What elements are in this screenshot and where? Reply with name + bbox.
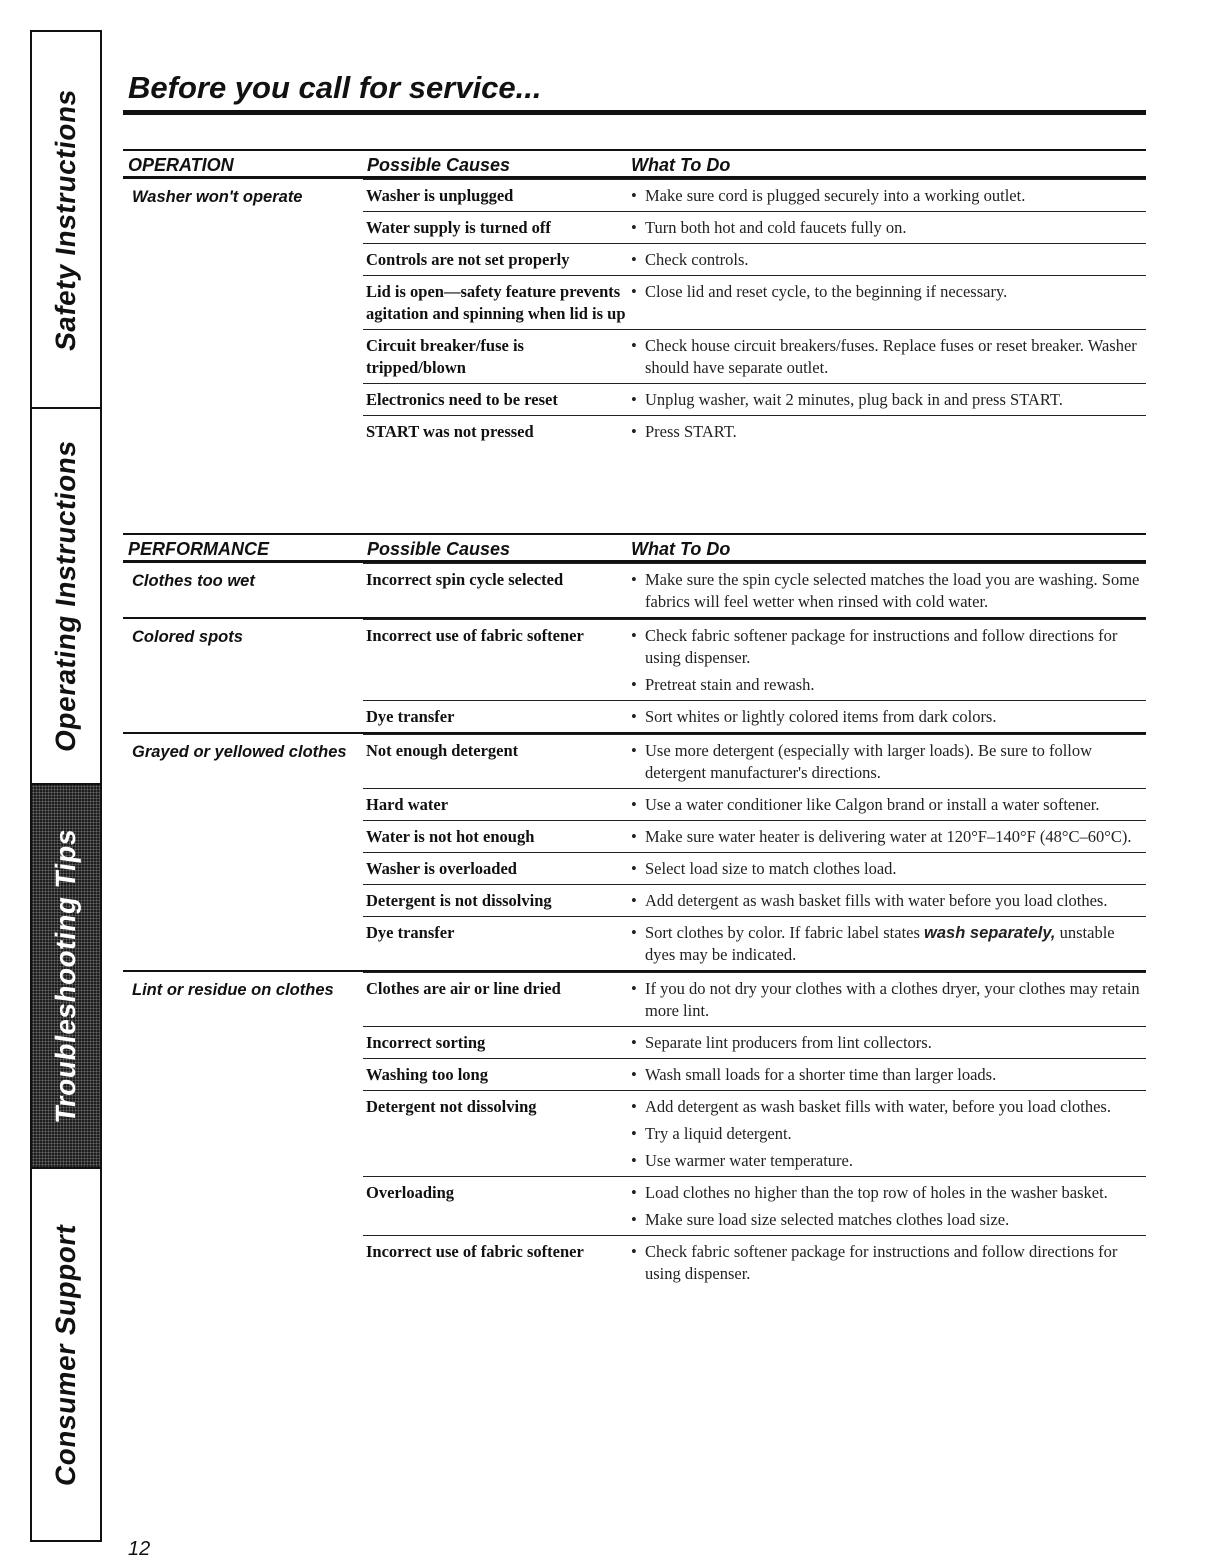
problem-label: Grayed or yellowed clothes <box>132 743 347 761</box>
table-row <box>363 820 1146 852</box>
possible-cause: Water supply is turned off <box>366 218 551 237</box>
section-sidebar <box>30 30 102 1542</box>
problem-label: Clothes too wet <box>132 572 255 590</box>
todo-item: • Separate lint producers from lint collectors. <box>628 1032 1146 1054</box>
possible-cause: START was not pressed <box>366 422 534 441</box>
todo-item: • Make sure water heater is delivering water at 120°F–140°F (48°C–60°C). <box>628 826 1146 848</box>
todo-item: • Add detergent as wash basket fills with water, before you load clothes. <box>628 1096 1146 1118</box>
possible-cause: Circuit breaker/fuse is tripped/blown <box>366 336 524 377</box>
possible-cause: Clothes are air or line dried <box>366 979 561 998</box>
table-row <box>363 700 1146 732</box>
header-possible-causes: Possible Causes <box>367 539 511 559</box>
tab-safety-instructions[interactable] <box>32 32 100 409</box>
todo-emphasis: wash separately, <box>924 924 1056 942</box>
what-to-do <box>628 1059 1146 1090</box>
possible-cause: Dye transfer <box>366 707 455 726</box>
what-to-do <box>628 564 1146 617</box>
todo-item: • Check fabric softener package for instructions and follow directions for using dispenser. <box>628 1241 1146 1285</box>
table-header <box>123 149 1146 179</box>
table-row <box>363 1176 1146 1235</box>
what-to-do <box>628 885 1146 916</box>
what-to-do <box>628 789 1146 820</box>
performance-section <box>123 533 1146 1289</box>
todo-item: • Unplug washer, wait 2 minutes, plug back in and press START. <box>628 389 1146 411</box>
table-row <box>363 179 1146 211</box>
table-row <box>363 972 1146 1026</box>
todo-item <box>628 922 1146 966</box>
table-row <box>363 1058 1146 1090</box>
todo-item: • Use a water conditioner like Calgon brand or install a water softener. <box>628 794 1146 816</box>
todo-item: • Use warmer water temperature. <box>628 1150 1146 1172</box>
todo-item: • Pretreat stain and rewash. <box>628 674 1146 696</box>
what-to-do <box>628 917 1146 970</box>
possible-cause: Incorrect use of fabric softener <box>366 1242 584 1261</box>
table-row <box>363 1090 1146 1176</box>
table-row <box>363 415 1146 447</box>
operation-section <box>123 149 1146 447</box>
what-to-do <box>628 701 1146 732</box>
tab-label: Consumer Support <box>50 1221 81 1488</box>
problem-group <box>123 563 1146 617</box>
problem-group <box>123 179 1146 447</box>
what-to-do <box>628 416 1146 447</box>
what-to-do <box>628 973 1146 1026</box>
todo-item: • Make sure load size selected matches clothes load size. <box>628 1209 1146 1231</box>
possible-cause: Hard water <box>366 795 449 814</box>
table-row <box>363 275 1146 329</box>
what-to-do <box>628 212 1146 243</box>
todo-item: • Turn both hot and cold faucets fully on. <box>628 217 1146 239</box>
what-to-do <box>628 1177 1146 1235</box>
table-row <box>363 916 1146 970</box>
todo-item: • Add detergent as wash basket fills with water before you load clothes. <box>628 890 1146 912</box>
title-rule <box>123 110 1146 115</box>
table-row <box>363 852 1146 884</box>
what-to-do <box>628 244 1146 275</box>
possible-cause: Washing too long <box>366 1065 488 1084</box>
tab-label: Operating Instructions <box>50 438 81 754</box>
problem-group <box>123 970 1146 1289</box>
problem-label: Washer won't operate <box>132 188 303 206</box>
problem-group <box>123 732 1146 970</box>
todo-item: • Sort whites or lightly colored items from dark colors. <box>628 706 1146 728</box>
tab-operating-instructions[interactable] <box>32 409 100 785</box>
header-category: OPERATION <box>128 155 234 175</box>
table-row <box>363 211 1146 243</box>
tab-consumer-support[interactable] <box>32 1169 100 1540</box>
todo-item: • Wash small loads for a shorter time than larger loads. <box>628 1064 1146 1086</box>
tab-label: Safety Instructions <box>50 86 81 353</box>
todo-item: • Check controls. <box>628 249 1146 271</box>
possible-cause: Incorrect spin cycle selected <box>366 570 564 589</box>
what-to-do <box>628 1027 1146 1058</box>
todo-item: • If you do not dry your clothes with a clothes dryer, your clothes may retain more lint. <box>628 978 1146 1022</box>
possible-cause: Washer is overloaded <box>366 859 517 878</box>
todo-text: Sort clothes by color. If fabric label states <box>645 923 925 942</box>
todo-item: • Close lid and reset cycle, to the beginning if necessary. <box>628 281 1146 303</box>
header-what-to-do: What To Do <box>631 539 731 559</box>
todo-text: unstable dyes may be indicated. <box>645 923 1115 964</box>
table-row <box>363 788 1146 820</box>
todo-item: • Select load size to match clothes load. <box>628 858 1146 880</box>
page-title: Before you call for service... <box>128 70 542 105</box>
table-row <box>363 383 1146 415</box>
todo-item: • Check fabric softener package for instructions and follow directions for using dispenser. <box>628 625 1146 669</box>
header-what-to-do: What To Do <box>631 155 731 175</box>
table-row <box>363 1235 1146 1289</box>
table-row <box>363 563 1146 617</box>
table-row <box>363 619 1146 700</box>
possible-cause: Overloading <box>366 1183 455 1202</box>
possible-cause: Detergent is not dissolving <box>366 891 552 910</box>
todo-item: • Make sure the spin cycle selected matches the load you are washing. Some fabrics will feel wetter when rinsed with cold water. <box>628 569 1146 613</box>
what-to-do <box>628 330 1146 383</box>
possible-cause: Washer is unplugged <box>366 186 514 205</box>
page-number: 12 <box>128 1538 151 1560</box>
possible-cause: Controls are not set properly <box>366 250 570 269</box>
what-to-do <box>628 821 1146 852</box>
todo-item: • Press START. <box>628 421 1146 443</box>
todo-item: • Use more detergent (especially with larger loads). Be sure to follow detergent manufacturer's directions. <box>628 740 1146 784</box>
possible-cause: Not enough detergent <box>366 741 519 760</box>
what-to-do <box>628 735 1146 788</box>
possible-cause: Incorrect use of fabric softener <box>366 626 584 645</box>
tab-troubleshooting-tips[interactable] <box>32 785 100 1169</box>
tab-label: Troubleshooting Tips <box>50 826 81 1126</box>
possible-cause: Detergent not dissolving <box>366 1097 537 1116</box>
todo-item: • Load clothes no higher than the top row of holes in the washer basket. <box>628 1182 1146 1204</box>
possible-cause: Electronics need to be reset <box>366 390 558 409</box>
table-row <box>363 1026 1146 1058</box>
problem-label: Colored spots <box>132 628 243 646</box>
what-to-do <box>628 180 1146 211</box>
possible-cause: Lid is open—safety feature prevents agitation and spinning when lid is up <box>366 282 626 323</box>
what-to-do <box>628 1236 1146 1289</box>
table-row <box>363 329 1146 383</box>
problem-label: Lint or residue on clothes <box>132 981 334 999</box>
problem-group <box>123 617 1146 732</box>
table-header <box>123 533 1146 563</box>
todo-item: • Make sure cord is plugged securely into a working outlet. <box>628 185 1146 207</box>
header-category: PERFORMANCE <box>128 539 270 559</box>
what-to-do <box>628 276 1146 329</box>
table-row <box>363 734 1146 788</box>
possible-cause: Incorrect sorting <box>366 1033 486 1052</box>
possible-cause: Water is not hot enough <box>366 827 535 846</box>
todo-item: • Try a liquid detergent. <box>628 1123 1146 1145</box>
table-row <box>363 884 1146 916</box>
what-to-do <box>628 384 1146 415</box>
todo-item: • Check house circuit breakers/fuses. Replace fuses or reset breaker. Washer should have separate outlet. <box>628 335 1146 379</box>
what-to-do <box>628 620 1146 700</box>
what-to-do <box>628 853 1146 884</box>
table-row <box>363 243 1146 275</box>
header-possible-causes: Possible Causes <box>367 155 511 175</box>
possible-cause: Dye transfer <box>366 923 455 942</box>
what-to-do <box>628 1091 1146 1176</box>
